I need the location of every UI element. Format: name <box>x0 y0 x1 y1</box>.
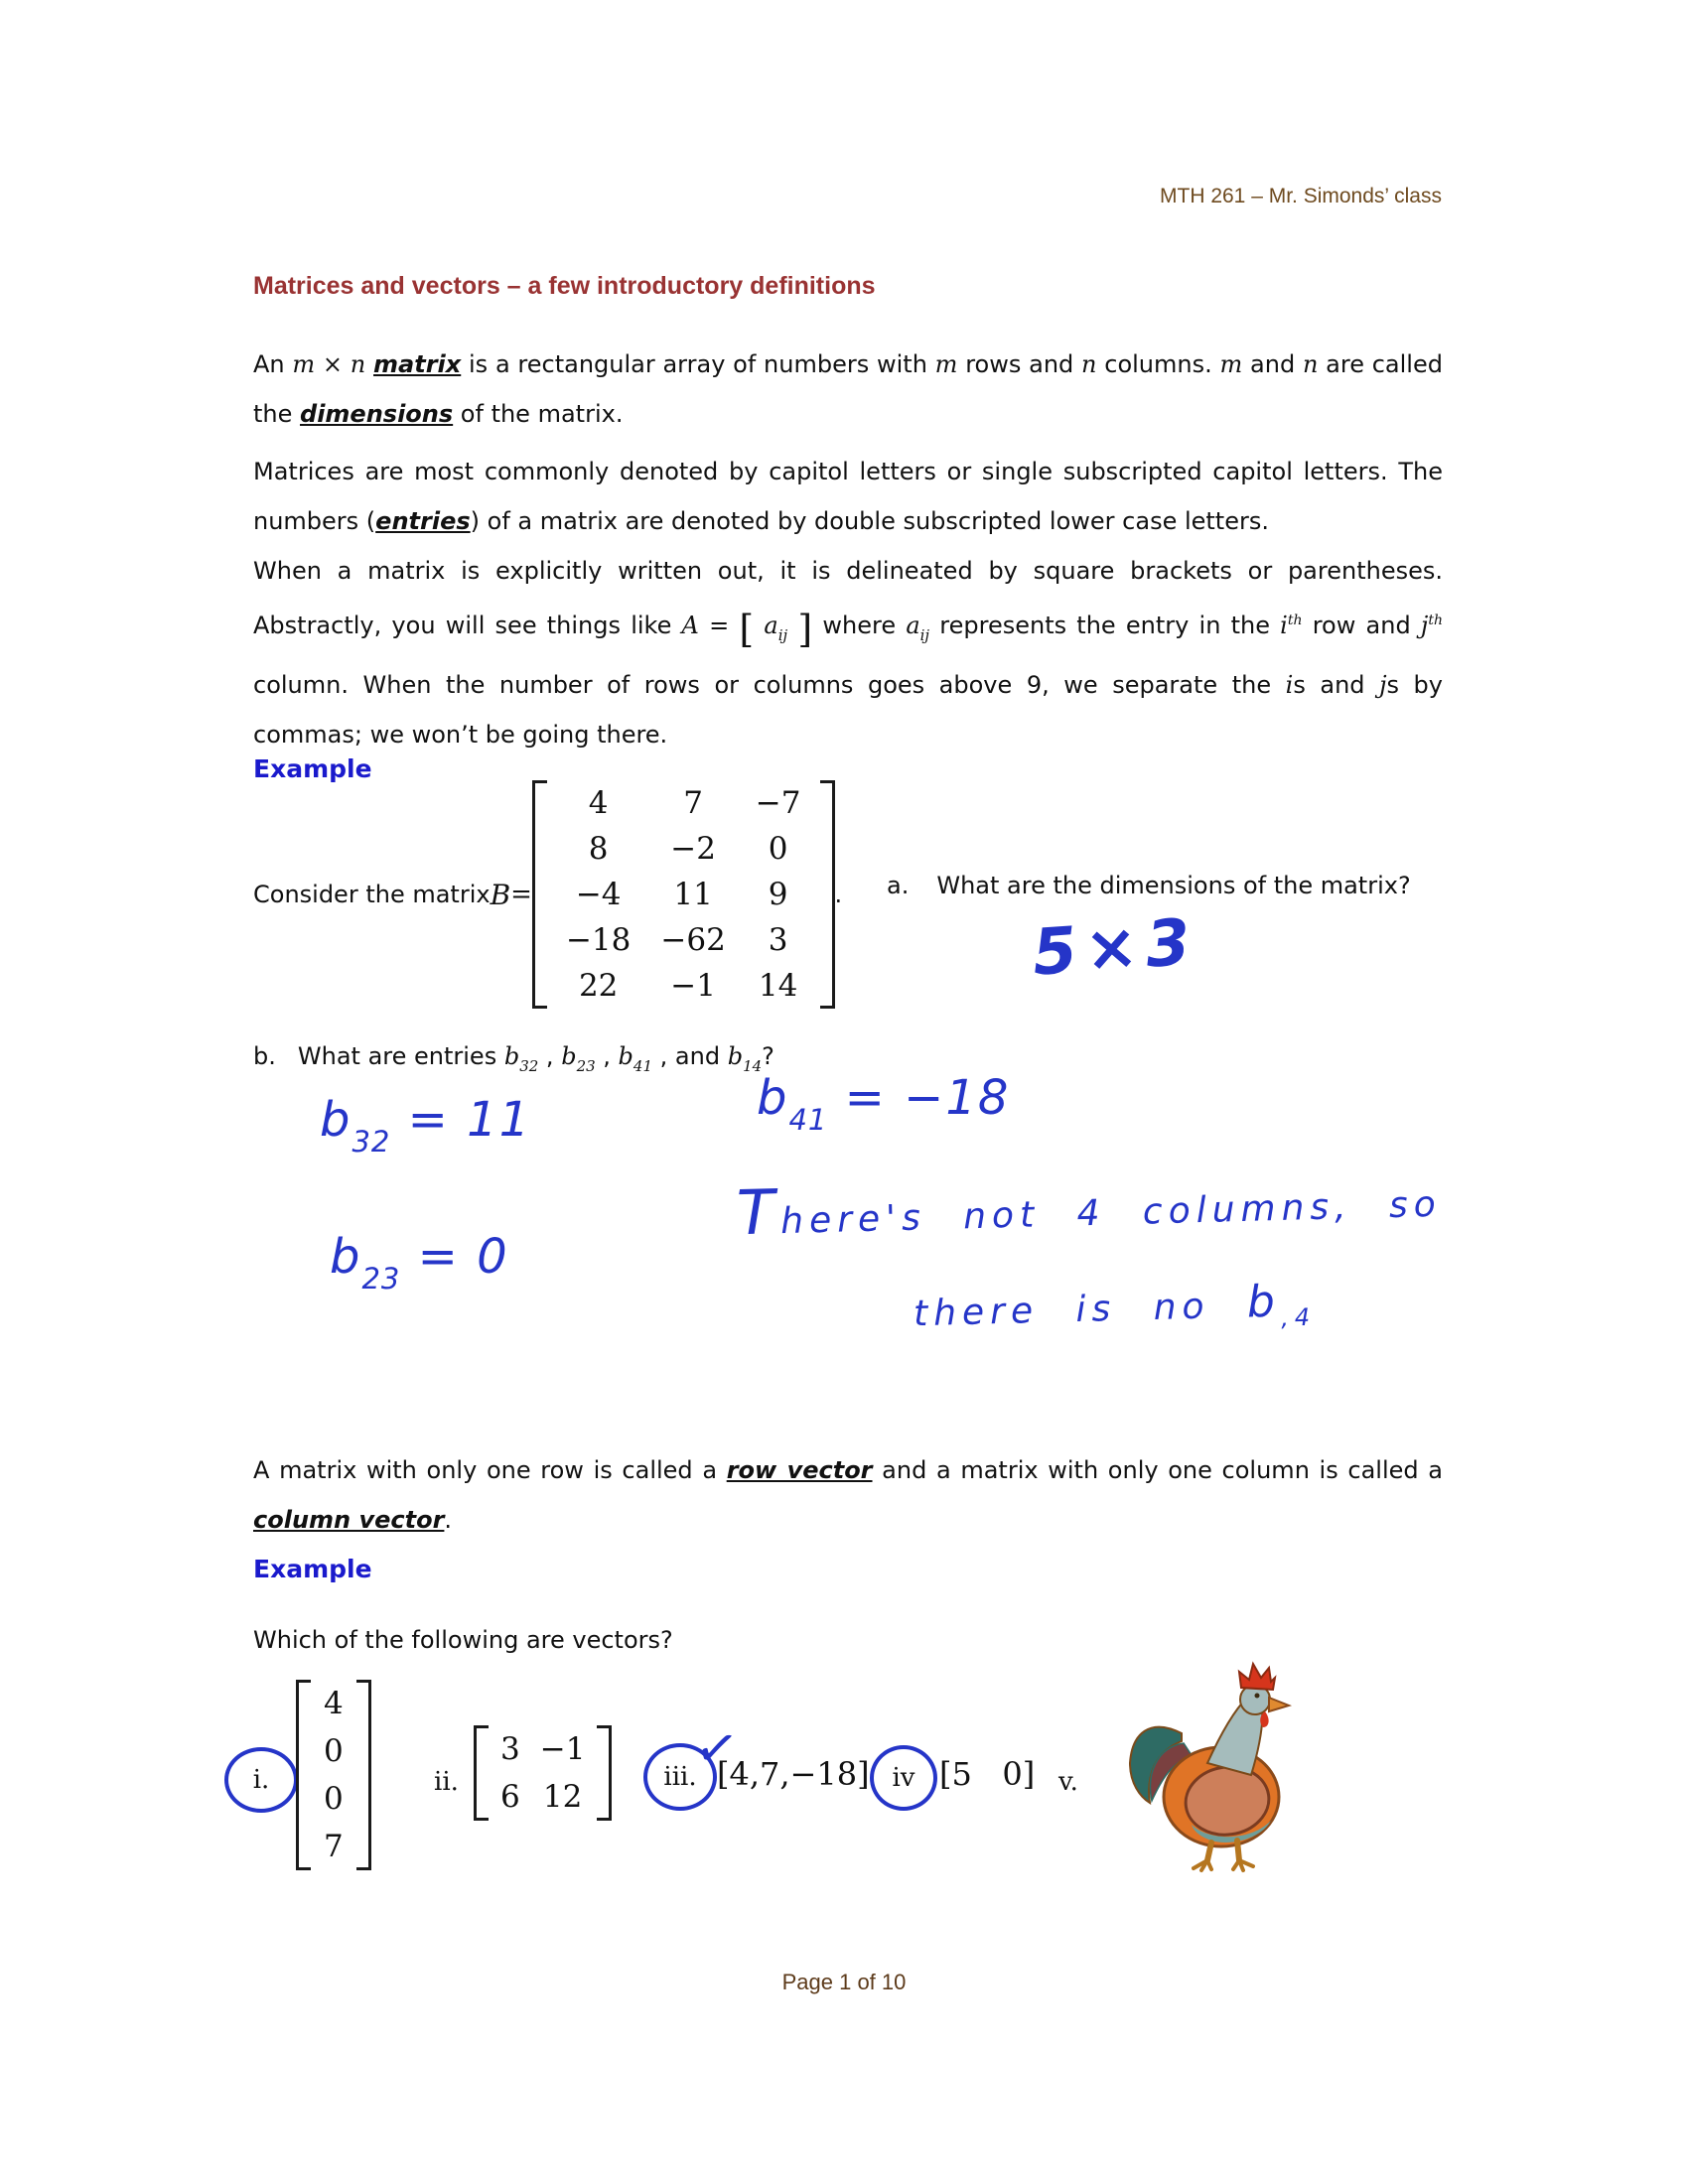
text: Matrices are most commonly denoted by capitol letters or single subscripted capitol letters. The numbers ( <box>253 458 1443 535</box>
text: columns. <box>1096 350 1220 378</box>
matrix-row: 4 7 −7 <box>588 785 801 821</box>
matrix-ii-values: 3 −1 6 12 <box>500 1731 586 1815</box>
text: An <box>253 350 293 378</box>
text: where <box>812 612 907 639</box>
math-b: b <box>503 1042 520 1070</box>
text: , <box>595 1042 619 1070</box>
math-equals: = <box>698 612 740 639</box>
text: and <box>1242 350 1303 378</box>
text: rows and <box>957 350 1082 378</box>
question-b-text: What are entries <box>297 1042 504 1070</box>
superscript-th: th <box>1428 613 1443 628</box>
math-times: × <box>315 350 351 378</box>
math-i: i <box>1285 671 1294 699</box>
text: and a matrix with only one column is called a <box>872 1456 1443 1484</box>
paragraph-abstract-notation <box>253 546 1443 759</box>
term-dimensions: dimensions <box>300 400 454 428</box>
math-i: i <box>1280 612 1288 639</box>
item-ii-label: ii. <box>434 1767 459 1797</box>
term-row-vector: row vector <box>726 1456 873 1484</box>
example-heading: Example <box>253 754 372 783</box>
paragraph-vectors <box>253 1445 1443 1545</box>
question-b <box>253 1042 774 1075</box>
paragraph-definition-matrix <box>253 340 1443 439</box>
text: . <box>444 1506 453 1534</box>
ink-answer-b23: $b_{23} = 0$ <box>330 1229 509 1296</box>
text: , and <box>652 1042 728 1070</box>
math-B: B <box>490 878 511 911</box>
term-column-vector: column vector <box>253 1506 445 1534</box>
question-a-label: a. <box>887 872 910 899</box>
bracket-close: ] <box>797 608 813 651</box>
math-subscript-ij: ij <box>777 626 788 644</box>
text: When a matrix is explicitly written out, it is delineated by square brackets or parentheses. Abstractly, you will see things like <box>253 557 1443 639</box>
ink-answer-b41: $b_{41} = -18$ <box>757 1070 1011 1137</box>
text: s and <box>1293 671 1380 699</box>
bracket-right <box>820 780 835 1009</box>
math-A: A <box>681 612 699 639</box>
math-a: a <box>764 612 778 639</box>
ink-note-line1: There's not 4 columns, so <box>736 1175 1443 1250</box>
ink-answer-b32: $b_{32} = 11$ <box>320 1092 532 1159</box>
math-a: a <box>906 612 920 639</box>
text: ? <box>762 1042 774 1070</box>
text: , <box>538 1042 562 1070</box>
question-a-text: What are the dimensions of the matrix? <box>936 872 1411 899</box>
ink-note-line2: there is no $b_{,4}$ <box>913 1276 1317 1335</box>
math-m: m <box>292 350 316 378</box>
item-v-label: v. <box>1058 1767 1078 1797</box>
math-b: b <box>561 1042 577 1070</box>
page-title: Matrices and vectors – a few introductory definitions <box>253 272 876 300</box>
math-n: n <box>1081 350 1097 378</box>
math-n: n <box>350 350 366 378</box>
math-b: b <box>727 1042 744 1070</box>
math-b: b <box>618 1042 633 1070</box>
question-b-label: b. <box>253 1042 276 1070</box>
bracket-right <box>597 1725 612 1821</box>
ink-circle-i <box>224 1747 298 1813</box>
item-iii-label: iii. <box>663 1762 697 1792</box>
math-m: m <box>934 350 958 378</box>
matrix-b <box>532 780 835 1009</box>
page-header-course: MTH 261 – Mr. Simonds’ class <box>1160 185 1442 207</box>
ink-answer-dimensions: 5×3 <box>1030 905 1201 991</box>
rooster-clipart-icon <box>1120 1656 1309 1878</box>
superscript-th: th <box>1287 613 1303 628</box>
bracket-open: [ <box>739 608 755 651</box>
text: are called the <box>253 350 1443 428</box>
math-subscript: 41 <box>633 1057 653 1075</box>
matrix-row: 22 −1 14 <box>578 968 798 1004</box>
math-j: j <box>1420 612 1429 639</box>
term-matrix: matrix <box>373 350 462 378</box>
text: Consider the matrix <box>253 881 491 908</box>
vectors-question: Which of the following are vectors? <box>253 1626 673 1654</box>
row-vector-iv: [5 0] <box>939 1755 1036 1793</box>
bracket-right <box>356 1680 371 1870</box>
vector-i-values: 4 0 0 7 <box>324 1686 344 1864</box>
math-n: n <box>1302 350 1319 378</box>
text: represents the entry in the <box>929 612 1281 639</box>
matrix-row: 8 −2 0 <box>588 831 788 867</box>
row-vector-iii: [4,7,−18] <box>717 1755 870 1793</box>
text: A matrix with only one row is called a <box>253 1456 727 1484</box>
matrix-row: −18 −62 3 <box>565 922 788 958</box>
text: s by commas; we won’t be going there. <box>253 671 1443 749</box>
matrix-b-values <box>551 780 816 1009</box>
math-m: m <box>1219 350 1243 378</box>
text: . <box>834 881 843 908</box>
term-entries: entries <box>375 507 471 535</box>
paragraph-notation <box>253 447 1443 546</box>
item-iv-label: iv <box>892 1763 915 1793</box>
consider-matrix-line <box>253 780 842 1009</box>
matrix-ii <box>474 1725 612 1825</box>
math-subscript-ij: ij <box>919 626 930 644</box>
page-footer: Page 1 of 10 <box>781 1970 907 1994</box>
text: row and <box>1302 612 1421 639</box>
ink-circle-iv <box>870 1745 937 1811</box>
text: column. When the number of rows or columns goes above 9, we separate the <box>253 671 1286 699</box>
checkmark-icon: ✓ <box>691 1716 743 1782</box>
math-subscript: 14 <box>743 1057 763 1075</box>
vector-i <box>296 1680 371 1874</box>
item-i-label: i. <box>252 1765 270 1795</box>
bracket-left <box>474 1725 489 1821</box>
example-heading: Example <box>253 1555 372 1583</box>
math-subscript: 32 <box>519 1057 539 1075</box>
math-equals: = <box>510 880 532 909</box>
math-subscript: 23 <box>576 1057 596 1075</box>
text: of the matrix. <box>453 400 624 428</box>
text: ) of a matrix are denoted by double subscripted lower case letters. <box>470 507 1269 535</box>
text: is a rectangular array of numbers with <box>461 350 935 378</box>
bracket-left <box>532 780 547 1009</box>
math-j: j <box>1379 671 1387 699</box>
bracket-left <box>296 1680 311 1870</box>
matrix-row: −4 11 9 <box>575 877 788 912</box>
question-a <box>887 872 1411 899</box>
